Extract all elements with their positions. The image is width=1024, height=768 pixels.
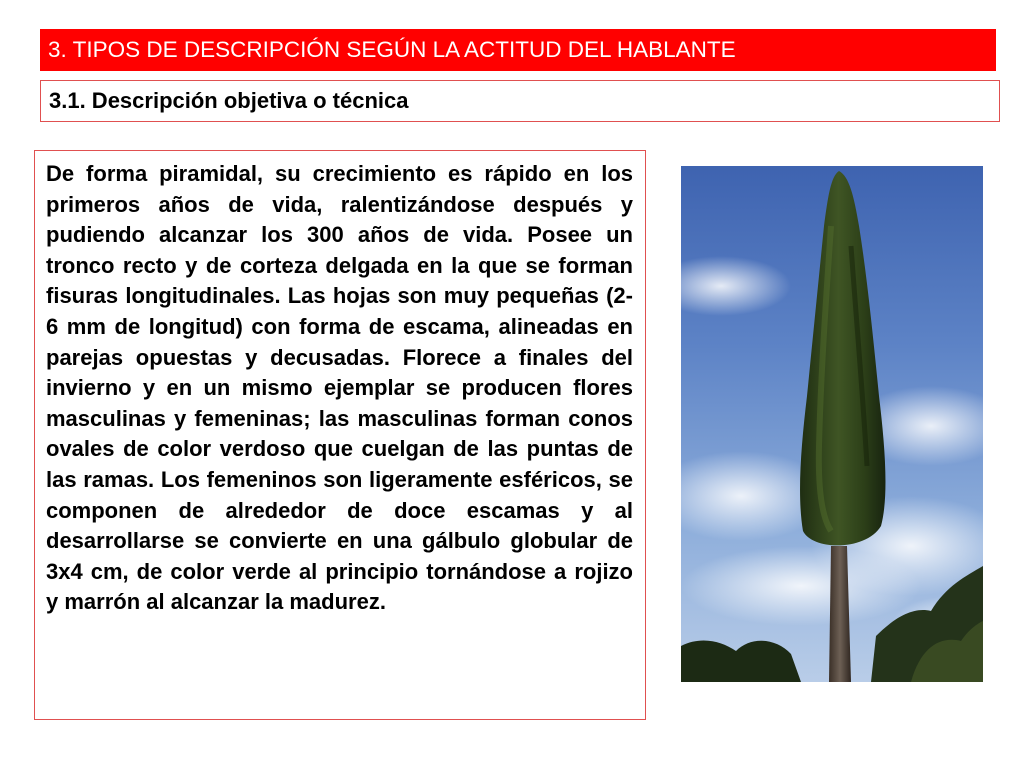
title-bar	[40, 29, 996, 71]
description-paragraph: De forma piramidal, su crecimiento es rápido en los primeros años de vida, ralentizándose después y pudiendo alcanzar los 300 años de vida. Posee un tronco recto y de corteza delgada en la que se forman fisuras longitudinales. Las hojas son muy pequeñas (2-6 mm de longitud) con forma de escama, alineadas en parejas opuestas y decusadas. Florece a finales del invierno y en un mismo ejemplar se producen flores masculinas y femeninas; las masculinas forman conos ovales de color verdoso que cuelgan de las puntas de las ramas. Los femeninos son ligeramente esféricos, se componen de alrededor de doce escamas y al desarrollarse se convierte en una gálbulo globular de 3x4 cm, de color verde al principio tornándose a rojizo y marrón al alcanzar la madurez.	[46, 161, 633, 615]
subtitle-box	[40, 80, 1000, 122]
description-text-box	[34, 150, 646, 720]
cypress-tree-image	[681, 166, 983, 682]
cypress-tree-photo	[681, 166, 983, 682]
section-subtitle: 3.1. Descripción objetiva o técnica	[49, 88, 409, 113]
slide-title: 3. TIPOS DE DESCRIPCIÓN SEGÚN LA ACTITUD DEL HABLANTE	[48, 37, 736, 62]
